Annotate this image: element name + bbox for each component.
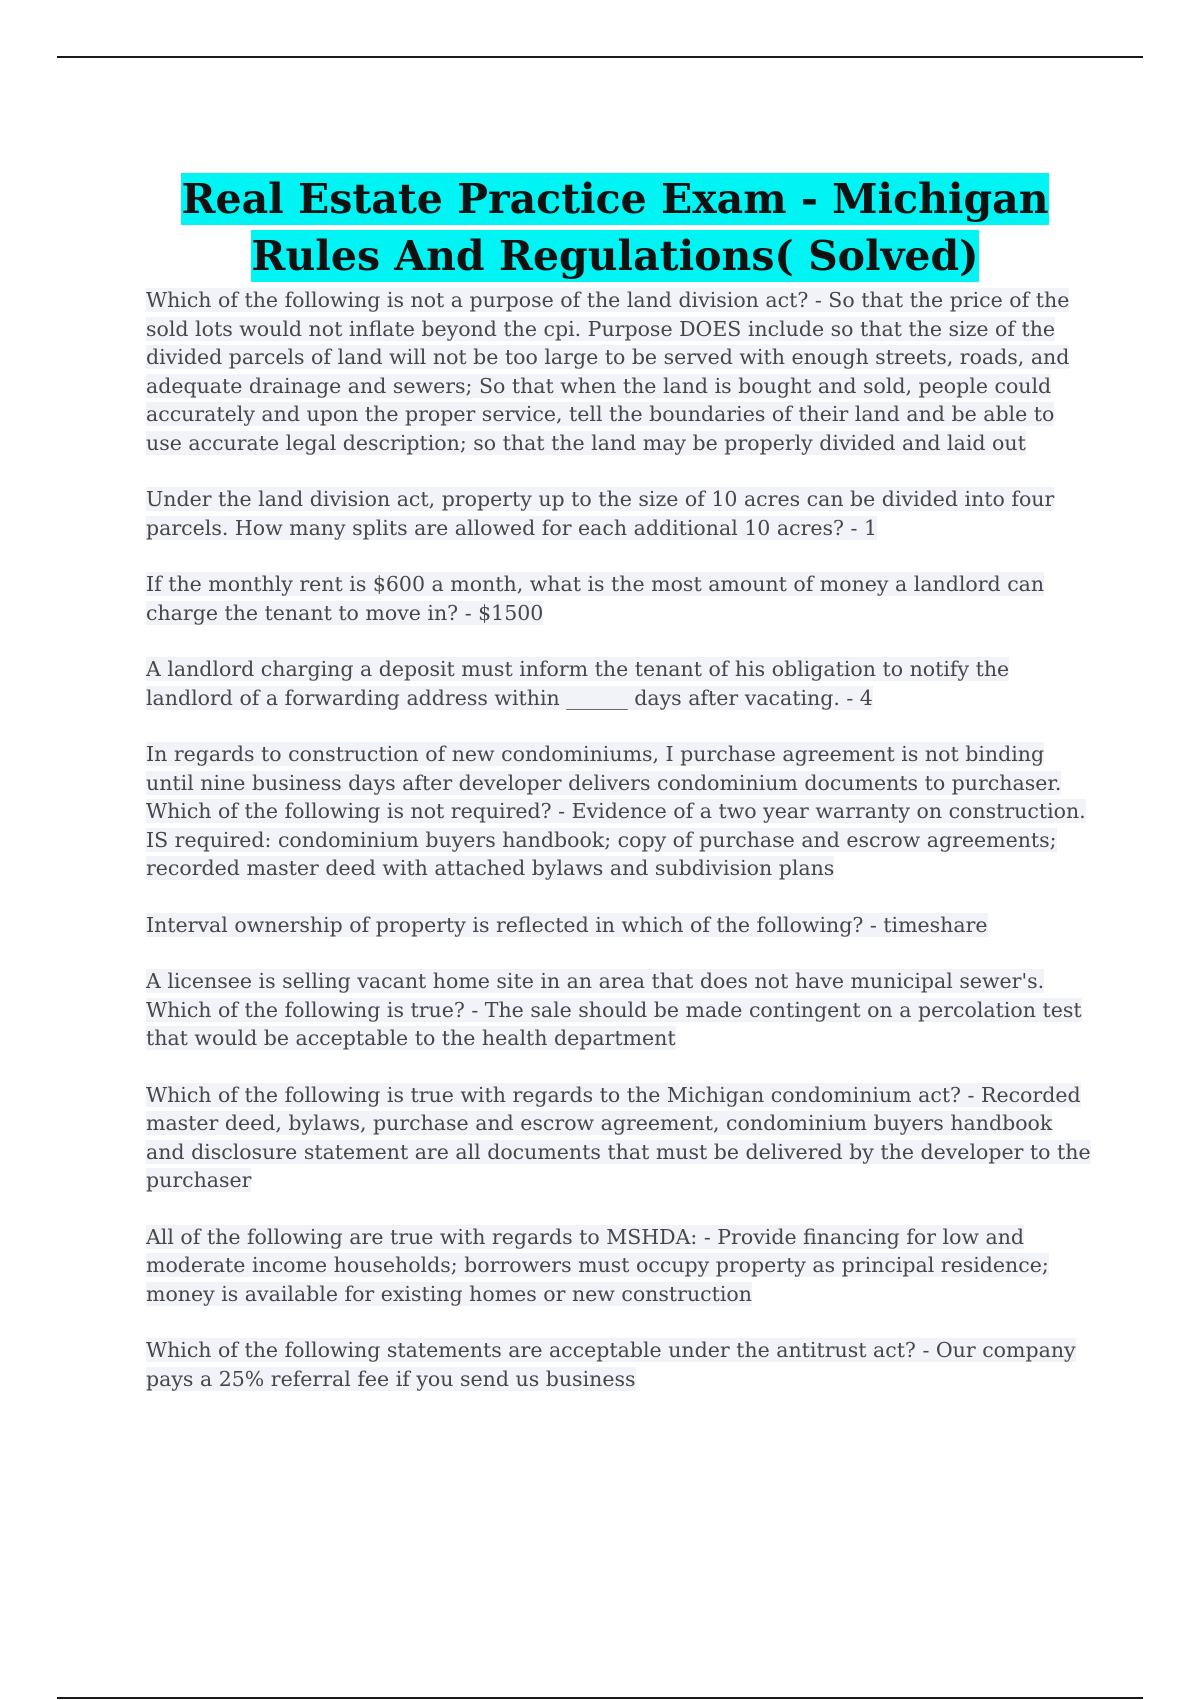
question-item: Under the land division act, property up to the size of 10 acres can be divided into four parcels. How many splits are allowed for each additional 10 acres? - 1 xyxy=(146,487,1055,540)
question-item: Which of the following statements are acceptable under the antitrust act? - Our company pays a 25% referral fee if you send us business xyxy=(146,1338,1076,1391)
question-item: A landlord charging a deposit must inform the tenant of his obligation to notify the landlord of a forwarding address within ______ days after vacating. - 4 xyxy=(146,657,1010,710)
question-list xyxy=(146,286,1096,1421)
footer-rule xyxy=(57,1697,1143,1699)
question-item: Which of the following is not a purpose of the land division act? - So that the price of the sold lots would not inflate beyond the cpi. Purpose DOES include so that the size of the divided parcels of land will not be too large to be served with enough streets, roads, and adequate drainage and sewers; So that when the land is bought and sold, people could accurately and upon the proper service, tell the boundaries of their land and be able to use accurate legal description; so that the land may be properly divided and laid out xyxy=(146,288,1070,455)
question-item: All of the following are true with regards to MSHDA: - Provide financing for low and moderate income households; borrowers must occupy property as principal residence; money is available for existing homes or new construction xyxy=(146,1224,1049,1306)
question-item: In regards to construction of new condominiums, I purchase agreement is not binding until nine business days after developer delivers condominium documents to purchaser. Which of the following is not required? - Evidence of a two year warranty on construction. IS required: condominium buyers handbook; copy of purchase and escrow agreements; recorded master deed with attached bylaws and subdivision plans xyxy=(146,742,1086,880)
question-item: Interval ownership of property is reflected in which of the following? - timeshare xyxy=(146,912,988,937)
document-title-text: Real Estate Practice Exam - Michigan Rules And Regulations( Solved) xyxy=(181,175,1049,281)
header-rule xyxy=(57,56,1143,58)
question-item: A licensee is selling vacant home site in an area that does not have municipal sewer's. Which of the following is true? - The sale should be made contingent on a percolation test that would be acceptable to the health department xyxy=(146,969,1082,1050)
question-item: Which of the following is true with regards to the Michigan condominium act? - Recorded master deed, bylaws, purchase and escrow agreement, condominium buyers handbook and disclosure statement are all documents that must be delivered by the developer to the purchaser xyxy=(146,1082,1091,1192)
question-item: If the monthly rent is $600 a month, what is the most amount of money a landlord can charge the tenant to move in? - $1500 xyxy=(146,572,1045,625)
document-title xyxy=(140,171,1090,285)
